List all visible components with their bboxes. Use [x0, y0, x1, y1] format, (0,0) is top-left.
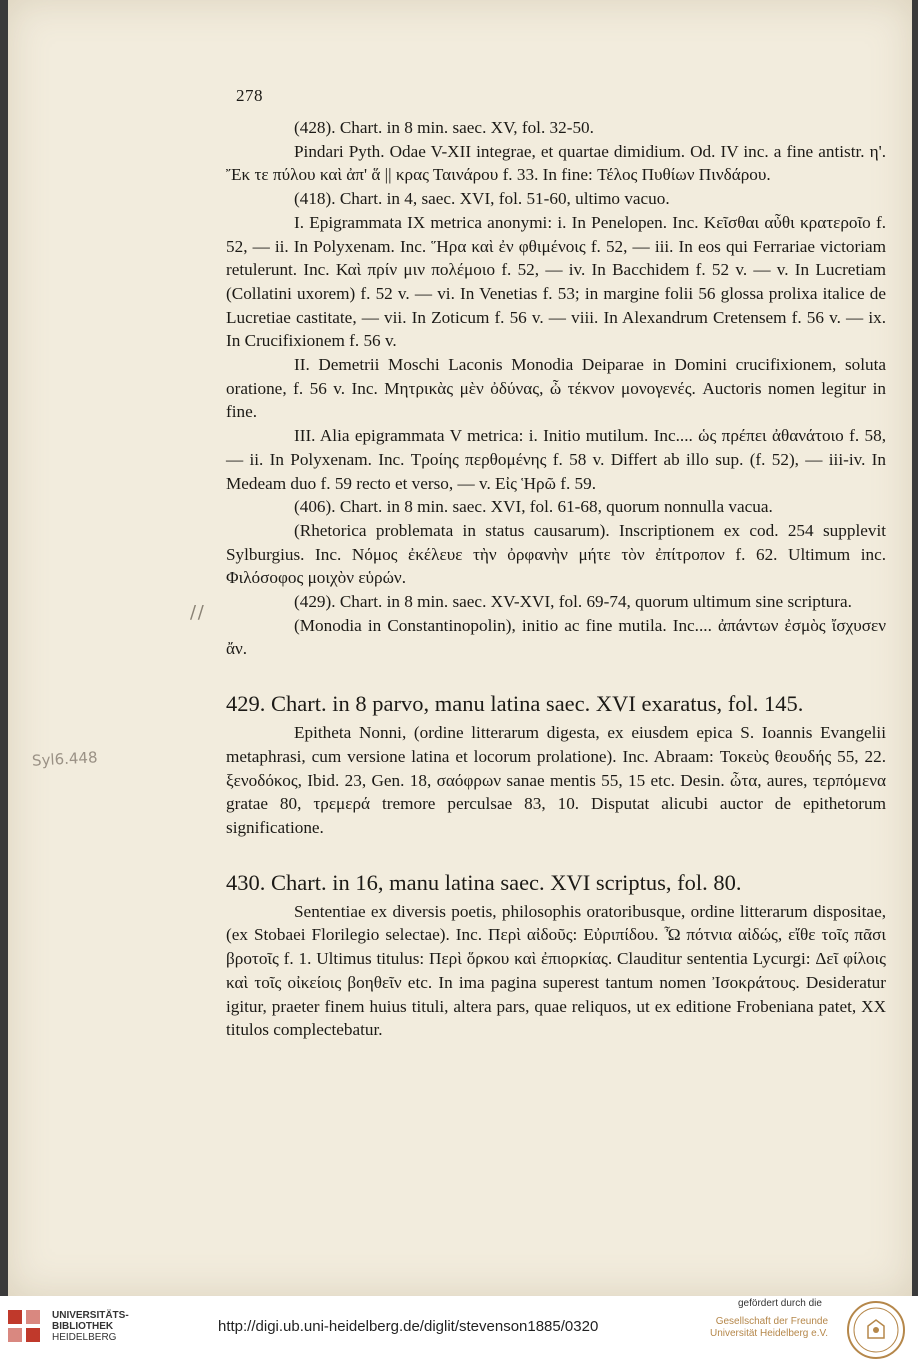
text-line: (Rhetorica problemata in status causarum). Inscriptionem ex cod. 254 supplevit Sylburgius. Inc. Νόμος ἐκέλευε τὴν ὀρφανὴν μήτε τὸν ἐπίτροπον f. 62. Ultimum inc. Φιλόσοφος μοιχὸν εὑρών. [226, 520, 886, 588]
library-logo-icon [6, 1308, 42, 1344]
text-line: II. Demetrii Moschi Laconis Monodia Deiparae in Domini crucifixionem, soluta oratione, f. 56 v. Inc. Μητρικὰς μὲν ὀδύνας, ὦ τέκνον μονογενές. Auctoris nomen legitur in fine. [226, 355, 886, 422]
page-text [226, 86, 886, 1042]
library-name-line: HEIDELBERG [52, 1332, 117, 1343]
text-line: (428). Chart. in 8 min. saec. XV, fol. 32-50. [294, 118, 594, 137]
text-line: (406). Chart. in 8 min. saec. XVI, fol. 61-68, quorum nonnulla vacua. [294, 497, 773, 517]
library-name-line: UNIVERSITÄTS- [52, 1310, 129, 1321]
sponsor-name-line: Universität Heidelberg e.V. [709, 1328, 828, 1339]
library-name-line: BIBLIOTHEK [52, 1321, 114, 1332]
entry-text: Sententiae ex diversis poetis, philosophis oratoribusque, ordine litterarum dispositae, (ex Stobaei Florilegio selectae). Inc. Περὶ αἰδοῦς: Εὐριπίδου. Ὦ πότνια αἰδώς, εἴθε τοῖς πᾶσι βροτοῖς f. 1. Ultimus titulus: Περὶ ὅρκου καὶ ἐπιορκίας. Clauditur sententia Lycurgi: Δεῖ φίλοις καὶ τοῖς οἰκείοις βοηθεῖν etc. In ima pagina superest tantum nomen Ἰσοκράτους. Desideratur igitur, praeter finem huius tituli, altera pars, quae reliquos, ut ex editione Frobeniana patet, XX titulos complectebatur. [226, 901, 886, 1040]
scanned-page [8, 0, 912, 1296]
text-line: (Monodia in Constantinopolin), initio ac fine mutila. Inc.... ἀπάντων ἐσμὸς ἴσχυσεν ἄν. [226, 615, 886, 659]
library-name [52, 1310, 129, 1343]
entry-heading-430: 430. Chart. in 16, manu latina saec. XVI scriptus, fol. 80. [226, 869, 742, 895]
entry-text: Epitheta Nonni, (ordine litterarum digesta, ex eiusdem epica S. Ioannis Evangelii metaphrasi, cum versione latina et locorum prolatione). Inc. Abraam: Τοκεὺς θεουδής 55, 22. ξενοδόκος, Ibid. 23, Gen. 18, σαόφρων sanae mentis 55, 15 etc. Desin. ὦτα, aures, τερπόμενα gratae 80, τρεμερά tremore perculsae 83, 10. Disputat alicubi auctor de epithetorum significatione. [226, 723, 886, 837]
text-line: III. Alia epigrammata V metrica: i. Initio mutilum. Inc.... ὡς πρέπει ἀθανάτοιο f. 58, — ii. In Polyxenam. Inc. Τροίης περθομένης f. 58 v. Differt ab illo sup. (f. 52), — iii-iv. In Medeam duo f. 59 recto et verso, — v. Εἰς Ἡρῶ f. 59. [226, 426, 886, 493]
university-seal-icon [846, 1300, 906, 1360]
page-number: 278 [236, 86, 263, 105]
text-line: Pindari Pyth. Odae V-XII integrae, et quartae dimidium. Od. IV inc. a fine antistr. η'. Ἔκ τε πύλου καὶ ἀπ' ἅ || κρας Ταινάρου f. 33. In fine: Τέλος Πυθίων Πινδάρου. [226, 141, 886, 185]
entry-body-430 [226, 900, 886, 1042]
footer-bar [0, 1296, 918, 1362]
text-line: (418). Chart. in 4, saec. XVI, fol. 51-60, ultimo vacuo. [294, 189, 670, 209]
handwritten-margin-mark: / / [190, 602, 202, 623]
text-line: I. Epigrammata IX metrica anonymi: i. In Penelopen. Inc. Κεῖσθαι αὖθι κρατεροῖο f. 52, — ii. In Polyxenam. Inc. Ἥρα καὶ ἐν φθιμένοις f. 52, — iii. In eos qui Ferrariae victoriam retulerunt. Inc. Καὶ πρίν μιν πολέμοιο f. 52, — iv. In Bacchidem f. 52 v. — v. In Lucretiam (Collatini uxorem) f. 52 v. — vi. In Venetias f. 53; in margine folii 56 glossa prolixa italice de Lucretiae castitate, — vii. In Zoticum f. 56 v. — viii. In Alexandrum Cretensem f. 56 v. — ix. In Crucifixionem f. 56 v. [226, 212, 886, 351]
sponsor-label: gefördert durch die [738, 1298, 822, 1309]
handwritten-margin-note: Syl6.448 [31, 748, 98, 770]
sponsor-name [708, 1316, 828, 1340]
source-url-link[interactable]: http://digi.ub.uni-heidelberg.de/diglit/stevenson1885/0320 [218, 1318, 599, 1335]
entry-body-429 [226, 721, 886, 840]
sponsor-name-line: Gesellschaft der Freunde [715, 1316, 828, 1327]
text-line: (429). Chart. in 8 min. saec. XV-XVI, fol. 69-74, quorum ultimum sine scriptura. [294, 592, 852, 612]
entry-heading-429: 429. Chart. in 8 parvo, manu latina saec. XVI exaratus, fol. 145. [226, 691, 804, 717]
